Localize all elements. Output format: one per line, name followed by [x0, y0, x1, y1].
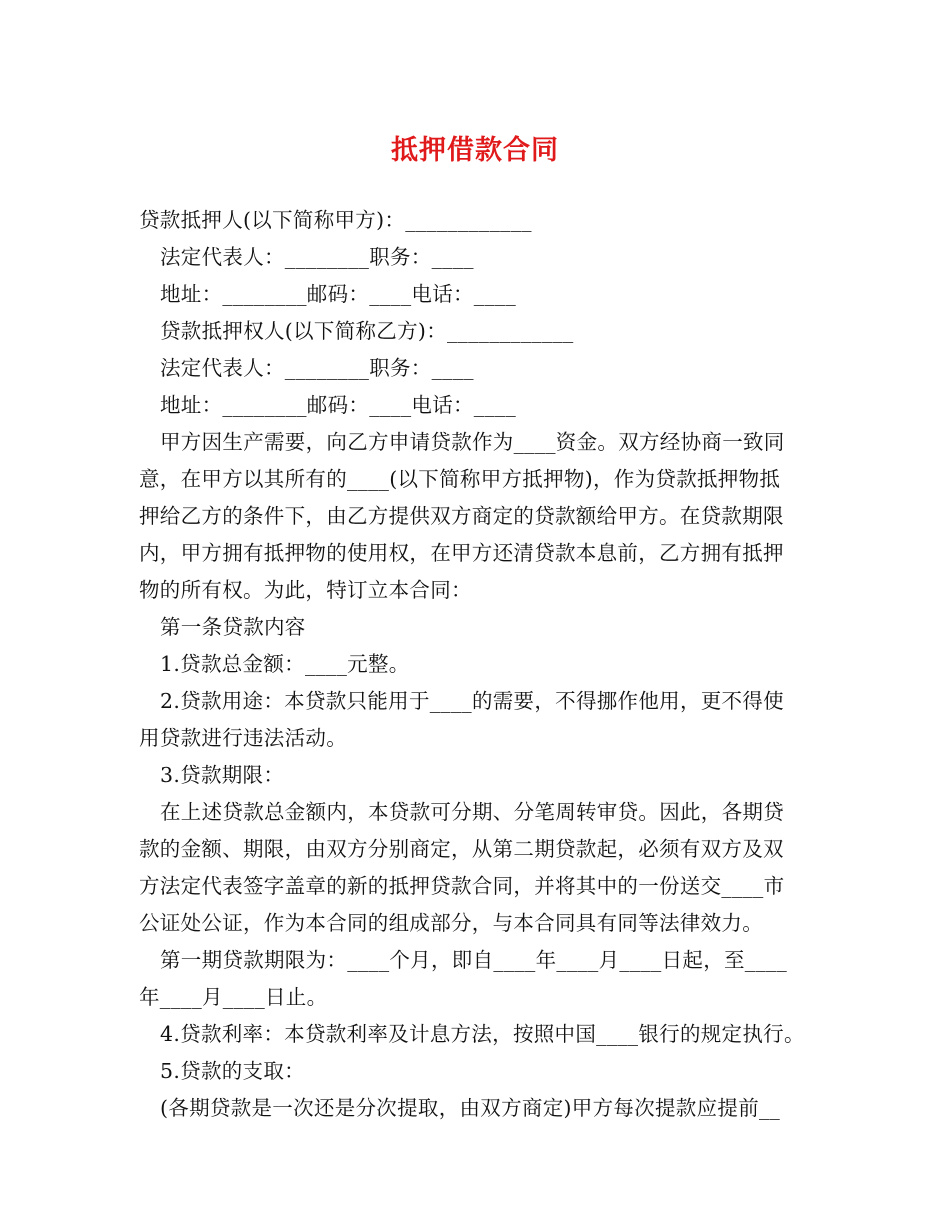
- paragraph-line: 2.贷款用途：本贷款只能用于____的需要，不得挪作他用，更不得使: [160, 689, 784, 713]
- paragraph-line: (各期贷款是一次还是分次提取，由双方商定)甲方每次提款应提前__: [160, 1096, 781, 1120]
- paragraph-line: 用贷款进行违法活动。: [139, 726, 347, 750]
- paragraph-line: 4.贷款利率：本贷款利率及计息方法，按照中国____银行的规定执行。: [160, 1022, 805, 1046]
- paragraph-line: 第一条贷款内容: [160, 615, 306, 639]
- paragraph-line: 押给乙方的条件下，由乙方提供双方商定的贷款额给甲方。在贷款期限: [139, 504, 784, 528]
- paragraph-line: 内，甲方拥有抵押物的使用权，在甲方还清贷款本息前，乙方拥有抵押: [139, 541, 784, 565]
- paragraph-line: 方法定代表签字盖章的新的抵押贷款合同，并将其中的一份送交____市: [139, 874, 785, 898]
- paragraph-line: 1.贷款总金额：____元整。: [160, 652, 410, 676]
- document-title: 抵押借款合同: [391, 135, 559, 166]
- document-body: [139, 202, 819, 1127]
- paragraph-line: 款的金额、期限，由双方分别商定，从第二期贷款起，必须有双方及双: [139, 837, 784, 861]
- paragraph-line: 贷款抵押权人(以下简称乙方)：____________: [160, 319, 574, 343]
- paragraph-line: 法定代表人：________职务：____: [160, 245, 474, 269]
- paragraph-line: 贷款抵押人(以下简称甲方)：____________: [139, 208, 532, 232]
- paragraph-line: 3.贷款期限：: [160, 763, 285, 787]
- paragraph-line: 公证处公证，作为本合同的组成部分，与本合同具有同等法律效力。: [139, 911, 763, 935]
- paragraph-line: 法定代表人：________职务：____: [160, 356, 474, 380]
- paragraph-line: 第一期贷款期限为：____个月，即自____年____月____日起，至____: [160, 948, 787, 972]
- paragraph-line: 5.贷款的支取：: [160, 1059, 305, 1083]
- paragraph-line: 年____月____日止。: [139, 985, 328, 1009]
- paragraph-line: 意，在甲方以其所有的____(以下简称甲方抵押物)，作为贷款抵押物抵: [139, 467, 781, 491]
- paragraph-line: 甲方因生产需要，向乙方申请贷款作为____资金。双方经协商一致同: [160, 430, 785, 454]
- paragraph-line: 地址：________邮码：____电话：____: [160, 282, 516, 306]
- paragraph-line: 在上述贷款总金额内，本贷款可分期、分笔周转审贷。因此，各期贷: [160, 800, 784, 824]
- paragraph-line: 地址：________邮码：____电话：____: [160, 393, 516, 417]
- paragraph-line: 物的所有权。为此，特订立本合同：: [139, 578, 472, 602]
